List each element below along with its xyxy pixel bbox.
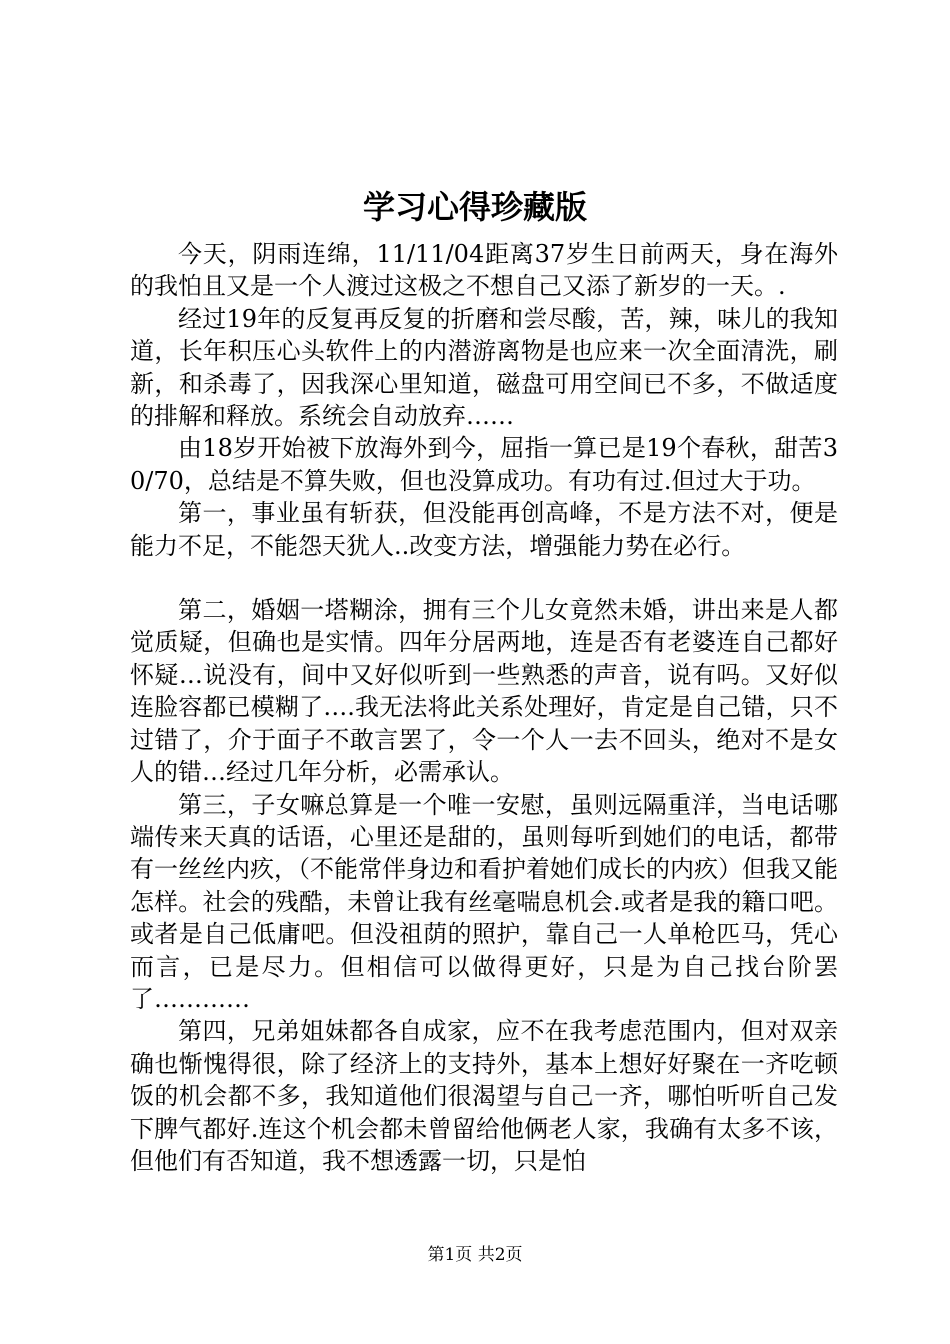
document-title: 学习心得珍藏版: [362, 188, 587, 226]
paragraph-6: 第三，子女嘛总算是一个唯一安慰，虽则远隔重洋，当电话哪端传来天真的话语，心里还是甜的，虽则每听到她们的电话，都带有一丝丝内疚，（不能常伴身边和看护着她们成长的内疚）但我又能怎样。社会的残酷，未曾让我有丝毫喘息机会.或者是我的籍口吧。或者是自己低庸吧。但没祖荫的照护，靠自己一人单枪匹马，凭心而言，已是尽力。但相信可以做得更好，只是为自己找台阶罢了…………: [130, 790, 838, 1013]
paragraph-5: 第二，婚姻一塔糊涂，拥有三个儿女竟然未婚，讲出来是人都觉质疑，但确也是实情。四年分居两地，连是否有老婆连自己都好怀疑…说没有，间中又好似听到一些熟悉的声音，说有吗。又好似连脸容都已模糊了….我无法将此关系处理好，肯定是自己错，只不过错了，介于面子不敢言罢了，令一个人一去不回头，绝对不是女人的错…经过几年分析，必需承认。: [130, 596, 838, 787]
paragraph-2: 经过19年的反复再反复的折磨和尝尽酸，苦，辣，味儿的我知道，长年积压心头软件上的内潜游离物是也应来一次全面清洗，刷新，和杀毒了，因我深心里知道，磁盘可用空间已不多，不做适度的排解和释放。系统会自动放弃……: [130, 304, 838, 431]
paragraph-3: 由18岁开始被下放海外到今，屈指一算已是19个春秋，甜苦30/70，总结是不算失败，但也没算成功。有功有过.但过大于功。: [130, 434, 838, 495]
page-number-footer: 第1页 共2页: [427, 1245, 523, 1265]
paragraph-1: 今天，阴雨连绵，11/11/04距离37岁生日前两天，身在海外的我怕且又是一个人渡过这极之不想自己又添了新岁的一天。.: [130, 240, 838, 301]
paragraph-4: 第一，事业虽有斩获，但没能再创高峰，不是方法不对，便是能力不足，不能怨天犹人..改变方法，增强能力势在必行。: [130, 499, 838, 560]
paragraph-7: 第四，兄弟姐妹都各自成家，应不在我考虑范围内，但对双亲确也惭愧得很，除了经济上的支持外，基本上想好好聚在一齐吃顿饭的机会都不多，我知道他们很渴望与自己一齐，哪怕听听自己发下脾气都好.连这个机会都未曾留给他俩老人家，我确有太多不该，但他们有否知道，我不想透露一切，只是怕: [130, 1017, 838, 1175]
document-body: [130, 238, 838, 1177]
